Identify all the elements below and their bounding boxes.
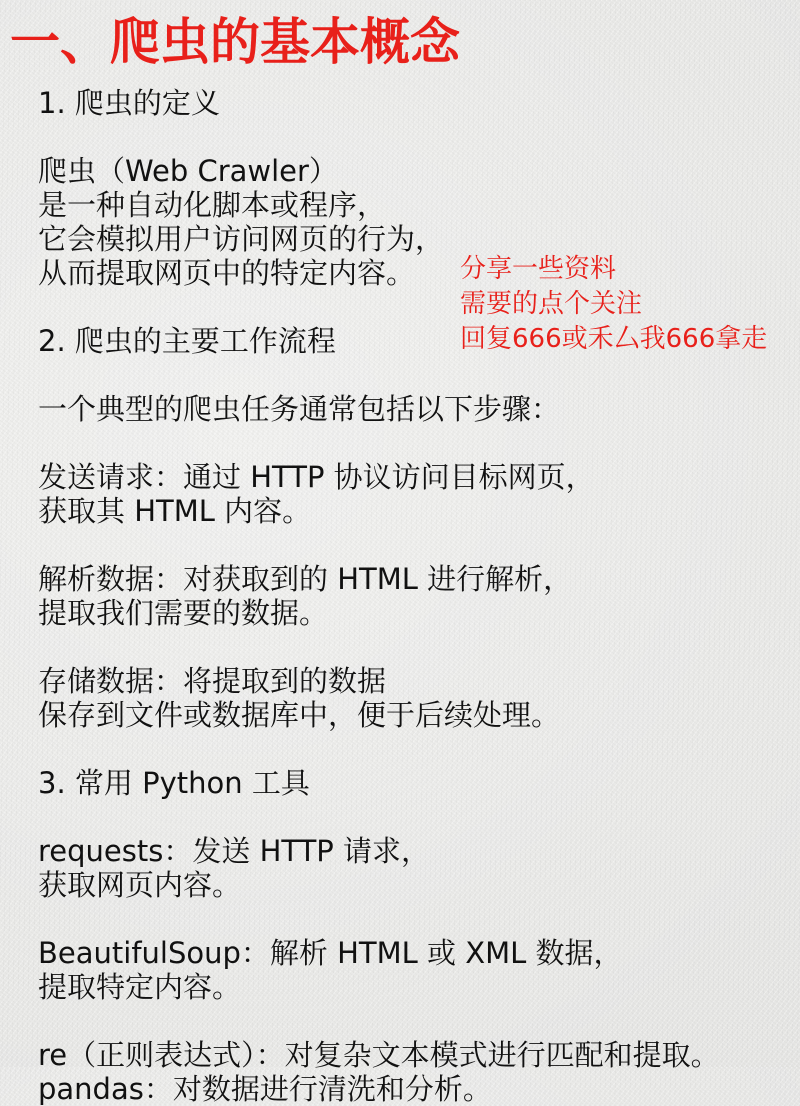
spacer xyxy=(38,358,788,392)
content-body xyxy=(38,86,788,1106)
spacer xyxy=(38,630,788,664)
spacer xyxy=(38,120,788,154)
tool-item-line: pandas：对数据进行清洗和分析。 xyxy=(38,1072,492,1106)
promo-note xyxy=(460,252,767,357)
spacer xyxy=(38,732,788,766)
workflow-step-line: 解析数据：对获取到的 HTML 进行解析， xyxy=(38,562,573,596)
definition-line: 是一种自动化脚本或程序， xyxy=(38,188,387,222)
workflow-step-line: 发送请求：通过 HTTP 协议访问目标网页， xyxy=(38,460,595,494)
spacer xyxy=(38,528,788,562)
promo-note-line: 回复666或禾厶我666拿走 xyxy=(460,324,768,354)
promo-note-line: 分享一些资料 xyxy=(460,254,617,284)
section-heading-workflow: 2. 爬虫的主要工作流程 xyxy=(38,324,336,358)
tool-item-line: 提取特定内容。 xyxy=(38,970,242,1004)
workflow-step-line: 保存到文件或数据库中，便于后续处理。 xyxy=(38,698,561,732)
workflow-step-line: 存储数据：将提取到的数据 xyxy=(38,664,387,698)
tool-item-line: requests：发送 HTTP 请求， xyxy=(38,834,430,868)
page-title: 一、爬虫的基本概念 xyxy=(10,13,460,71)
spacer xyxy=(38,1004,788,1038)
tool-item-line: re（正则表达式）：对复杂文本模式进行匹配和提取。 xyxy=(38,1038,720,1072)
workflow-step-line: 提取我们需要的数据。 xyxy=(38,596,329,630)
promo-note-line: 需要的点个关注 xyxy=(460,289,643,319)
spacer xyxy=(38,800,788,834)
spacer xyxy=(38,426,788,460)
definition-line: 它会模拟用户访问网页的行为， xyxy=(38,222,445,256)
section-heading-definition: 1. 爬虫的定义 xyxy=(38,86,220,120)
workflow-step-line: 获取其 HTML 内容。 xyxy=(38,494,312,528)
definition-line: 爬虫（Web Crawler） xyxy=(38,154,338,188)
tool-item-line: 获取网页内容。 xyxy=(38,868,242,902)
workflow-intro: 一个典型的爬虫任务通常包括以下步骤： xyxy=(38,392,561,426)
tool-item-line: BeautifulSoup：解析 HTML 或 XML 数据， xyxy=(38,936,623,970)
section-heading-tools: 3. 常用 Python 工具 xyxy=(38,766,310,800)
spacer xyxy=(38,902,788,936)
definition-line: 从而提取网页中的特定内容。 xyxy=(38,256,416,290)
